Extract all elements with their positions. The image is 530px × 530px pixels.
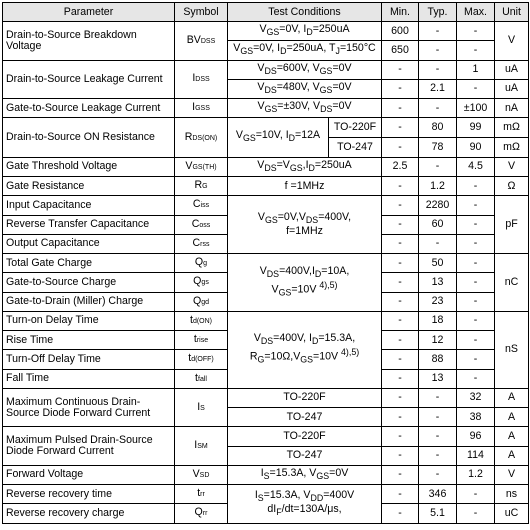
symbol-cell: RG [175,177,228,196]
typ-cell: 1.2 [419,177,457,196]
parameter-cell: Input Capacitance [3,196,175,215]
min-cell: - [382,118,419,138]
test-condition-cell: $I_S=15.3A$, $V_{GS}=0V$ [228,465,382,484]
min-cell: 600 [382,22,419,41]
max-cell: - [457,292,495,311]
unit-cell: uA [495,79,529,98]
parameter-cell: Total Gate Charge [3,254,175,273]
unit-cell: A [495,446,529,465]
typ-cell: 13 [419,273,457,292]
header-test-conditions: Test Conditions [228,3,382,22]
parameter-cell: Reverse Transfer Capacitance [3,215,175,234]
symbol-cell: IDSS [175,60,228,99]
min-cell: - [382,408,419,427]
parameter-cell: Gate-to-Source Charge [3,273,175,292]
typ-cell: 2280 [419,196,457,215]
table-row [3,196,529,215]
symbol-cell: Qg [175,254,228,273]
symbol-cell: Qrr [175,504,228,523]
table-row [3,388,529,407]
test-condition-cell: f =1MHz [228,177,382,196]
max-cell: - [457,331,495,350]
max-cell: - [457,350,495,369]
max-cell: - [457,234,495,253]
symbol-cell: VGS(TH) [175,157,228,176]
parameter-cell: Rise Time [3,331,175,350]
symbol-cell: RDS(ON) [175,118,228,158]
condition-text: $V_{GS}=10V$, $I_D=12A$ [228,118,329,157]
table-body [3,22,529,524]
table-row [3,427,529,446]
unit-cell: A [495,427,529,446]
min-cell: - [382,350,419,369]
symbol-cell: Coss [175,215,228,234]
parameter-cell: Gate-to-Drain (Miller) Charge [3,292,175,311]
symbol-cell: IGSS [175,99,228,118]
typ-cell: 2.1 [419,79,457,98]
min-cell: - [382,331,419,350]
parameter-cell: Turn-on Delay Time [3,311,175,330]
test-condition-cell: TO-247 [228,446,382,465]
symbol-cell: td(ON) [175,311,228,330]
parameter-cell: Reverse recovery charge [3,504,175,523]
test-condition-cell: $V_{DS}=400V,I_D=10A$, $V_{GS}=10V$ $^{4),5)}$ [228,254,382,312]
test-condition-cell: $I_S=15.3A$, $V_{DD}=400V$ $dI_F/dt=130A/\mu s$, [228,485,382,524]
table-row [3,177,529,196]
parameter-cell: Gate Threshold Voltage [3,157,175,176]
unit-cell: V [495,157,529,176]
typ-cell: - [419,408,457,427]
test-condition-cell: $V_{DS}=600V$, $V_{GS}=0V$ [228,60,382,79]
max-cell: - [457,273,495,292]
symbol-cell: VSD [175,465,228,484]
max-cell: - [457,254,495,273]
min-cell: - [382,138,419,158]
typ-cell: - [419,427,457,446]
max-cell: - [457,215,495,234]
max-cell: ±100 [457,99,495,118]
typ-cell: 60 [419,215,457,234]
symbol-cell: Qgs [175,273,228,292]
min-cell: - [382,99,419,118]
parameter-cell: Turn-Off Delay Time [3,350,175,369]
min-cell: - [382,196,419,215]
max-cell: - [457,196,495,215]
header-symbol: Symbol [175,3,228,22]
min-cell: - [382,504,419,523]
unit-cell: A [495,388,529,407]
max-cell: 96 [457,427,495,446]
header-typ: Typ. [419,3,457,22]
table-row [3,60,529,79]
symbol-cell: Qgd [175,292,228,311]
table-row [3,485,529,504]
parameter-cell: Forward Voltage [3,465,175,484]
table-row [3,465,529,484]
unit-cell: V [495,465,529,484]
min-cell: - [382,446,419,465]
typ-cell: - [419,99,457,118]
max-cell: 1 [457,60,495,79]
max-cell: 38 [457,408,495,427]
max-cell: 32 [457,388,495,407]
header-min: Min. [382,3,419,22]
min-cell: - [382,485,419,504]
max-cell: 114 [457,446,495,465]
symbol-cell: td(OFF) [175,350,228,369]
unit-cell: Ω [495,177,529,196]
symbol-cell: Crss [175,234,228,253]
typ-cell: 50 [419,254,457,273]
typ-cell: - [419,446,457,465]
unit-cell: uA [495,60,529,79]
typ-cell: 346 [419,485,457,504]
min-cell: - [382,311,419,330]
symbol-cell: ISM [175,427,228,466]
table-row [3,118,529,138]
unit-cell: A [495,408,529,427]
min-cell: 650 [382,41,419,60]
symbol-cell: Ciss [175,196,228,215]
typ-cell: 23 [419,292,457,311]
unit-cell: nA [495,99,529,118]
unit-cell: V [495,22,529,61]
parameter-cell: Drain-to-Source Breakdown Voltage [3,22,175,61]
parameter-cell: Drain-to-Source ON Resistance [3,118,175,158]
min-cell: - [382,177,419,196]
header-max: Max. [457,3,495,22]
min-cell: - [382,369,419,388]
max-cell: - [457,485,495,504]
typ-cell: - [419,60,457,79]
unit-cell: pF [495,196,529,254]
max-cell: - [457,369,495,388]
header-parameter: Parameter [3,3,175,22]
test-condition-cell: TO-220F [228,427,382,446]
typ-cell: 18 [419,311,457,330]
symbol-cell: tfall [175,369,228,388]
test-condition-cell: $V_{DS}=V_{GS},I_D=250uA$ [228,157,382,176]
table-row [3,99,529,118]
parameter-cell: Gate Resistance [3,177,175,196]
min-cell: - [382,427,419,446]
test-condition-cell: $V_{GS}=0V$, $I_D=250uA$, $T_J=150^\circ C$ [228,41,382,60]
typ-cell: - [419,41,457,60]
typ-cell: - [419,22,457,41]
typ-cell: 88 [419,350,457,369]
electrical-characteristics-table [2,2,529,524]
symbol-cell: IS [175,388,228,427]
typ-cell: 80 [419,118,457,138]
test-condition-cell: $V_{DS}=400V$, $I_D=15.3A$, $R_G=10\Omega,V_{GS}=10V$ $^{4),5)}$ [228,311,382,388]
max-cell: - [457,177,495,196]
unit-cell: mΩ [495,118,529,138]
max-cell: 1.2 [457,465,495,484]
min-cell: - [382,215,419,234]
table-row [3,157,529,176]
typ-cell: - [419,465,457,484]
unit-cell: mΩ [495,138,529,158]
unit-cell: nS [495,311,529,388]
max-cell: - [457,22,495,41]
unit-cell: ns [495,485,529,504]
package-label: TO-247 [337,140,373,153]
test-condition-cell: $V_{DS}=480V$, $V_{GS}=0V$ [228,79,382,98]
min-cell: - [382,254,419,273]
min-cell: 2.5 [382,157,419,176]
header-row [3,3,529,22]
table-row [3,311,529,330]
parameter-cell: Fall Time [3,369,175,388]
min-cell: - [382,292,419,311]
header-unit: Unit [495,3,529,22]
max-cell: 90 [457,138,495,158]
parameter-cell: Gate-to-Source Leakage Current [3,99,175,118]
min-cell: - [382,234,419,253]
parameter-cell: Drain-to-Source Leakage Current [3,60,175,99]
typ-cell: 12 [419,331,457,350]
test-condition-cell: TO-247 [228,408,382,427]
test-condition-cell: TO-220F [228,388,382,407]
parameter-cell: Output Capacitance [3,234,175,253]
unit-cell: uC [495,504,529,523]
symbol-cell: trise [175,331,228,350]
max-cell: - [457,311,495,330]
parameter-cell: Maximum Continuous Drain-Source Diode Forward Current [3,388,175,427]
typ-cell: 5.1 [419,504,457,523]
test-condition-cell: $V_{GS}=0V$, $I_D=250uA$ [228,22,382,41]
package-label: TO-220F [329,118,382,137]
test-condition-cell: $V_{GS}=\pm 30V$, $V_{DS}=0V$ [228,99,382,118]
unit-cell: nC [495,254,529,312]
typ-cell: - [419,157,457,176]
min-cell: - [382,60,419,79]
min-cell: - [382,388,419,407]
min-cell: - [382,79,419,98]
parameter-cell: Maximum Pulsed Drain-Source Diode Forward Current [3,427,175,466]
symbol-cell: BVDSS [175,22,228,61]
max-cell: - [457,41,495,60]
table-row [3,22,529,41]
max-cell: - [457,504,495,523]
min-cell: - [382,273,419,292]
typ-cell: - [419,234,457,253]
test-condition-cell: $V_{GS}=0V,V_{DS}=400V$, f=1MHz [228,196,382,254]
symbol-cell: trr [175,485,228,504]
table-row [3,254,529,273]
typ-cell: 78 [419,138,457,158]
min-cell: - [382,465,419,484]
test-condition-cell [228,118,382,158]
typ-cell: 13 [419,369,457,388]
max-cell: 4.5 [457,157,495,176]
max-cell: - [457,79,495,98]
typ-cell: - [419,388,457,407]
parameter-cell: Reverse recovery time [3,485,175,504]
max-cell: 99 [457,118,495,138]
